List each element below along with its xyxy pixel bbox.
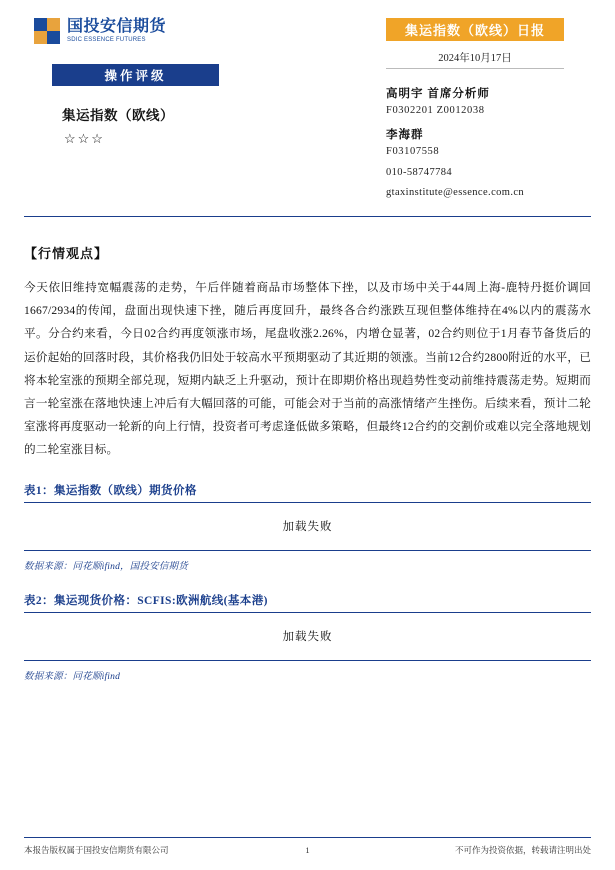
company-logo [24,18,324,44]
analyst-code-2: F03107558 [386,146,440,157]
report-header [24,0,591,212]
table-2-caption: 表2：集运现货价格：SCFIS:欧洲航线(基本港) [24,592,591,613]
table-1-placeholder: 加载失败 [282,521,333,533]
analyst-block [386,85,591,198]
table-2-source: 数据来源：同花顺ifind [24,671,121,682]
header-left-column [24,18,324,212]
table-1-caption: 表1：集运指数（欧线）期货价格 [24,482,591,503]
logo-company-name-cn: 国投安信期货 [67,17,167,35]
footer-copyright: 本报告版权属于国投安信期货有限公司 [24,845,169,855]
rating-stars-icon: ☆☆☆ [64,131,105,146]
page-footer [24,837,591,856]
report-date: 2024年10月17日 [386,50,564,69]
report-title-banner: 集运指数（欧线）日报 [386,18,564,41]
header-right-column [324,18,591,212]
footer-disclaimer: 不可作为投资依据，转载请注明出处 [454,845,591,855]
market-view-paragraph: 今天依旧维持宽幅震荡的走势，午后伴随着商品市场整体下挫，以及市场中关于44周上海-鹿特丹挺价调回1667/2934的传闻，盘面出现快速下挫，随后再度回升，最终各合约涨跌互现但整体维持在4%以内的震荡水平。分合约来看，今日02合约再度领涨市场，尾盘收涨2.26%，内增仓显著，02合约则位于1月春节备货后的运价起始的回落时段，其价格我仍旧处于较高水平预期驱动了其近期的领涨。当前12合约2800附近的水平，已将本轮室涨的预期全部兑现，短期内缺乏上升驱动，预计在即期价格出现趋势性变动前维持震荡走势。短期而言一轮室涨在落地快速上冲后有大幅回落的可能，可能会对于当前的高涨情绪产生挫伤。后续来看，预计二轮室涨将再度驱动一轮新的向上行情，投资者可考虑逢低做多策略，但最终12合约的交割价或难以完全落地规划的二轮室涨目标。 [24,281,591,457]
report-body [24,243,591,682]
table-2-placeholder: 加载失败 [282,631,333,643]
analyst-name-2: 李海群 [386,129,424,141]
footer-page-number: 1 [305,845,310,855]
table-2-body [24,613,591,661]
table-1-source: 数据来源：同花顺ifind，国投安信期货 [24,561,188,572]
logo-text [67,19,166,43]
logo-squares-icon [34,18,60,44]
header-divider [24,216,591,217]
contact-email[interactable]: gtaxinstitute@essence.com.cn [386,187,525,198]
operation-rating-banner: 操作评级 [52,64,219,86]
section-title-market-view: 【行情观点】 [24,246,109,261]
table-1-body [24,503,591,551]
logo-company-name-en: SDIC ESSENCE FUTURES [67,36,146,43]
analyst-code-1: F0302201 Z0012038 [386,105,485,116]
index-name-label: 集运指数（欧线） [62,108,174,123]
contact-phone: 010-58747784 [386,167,453,178]
analyst-name-1: 高明宇 首席分析师 [386,88,490,100]
